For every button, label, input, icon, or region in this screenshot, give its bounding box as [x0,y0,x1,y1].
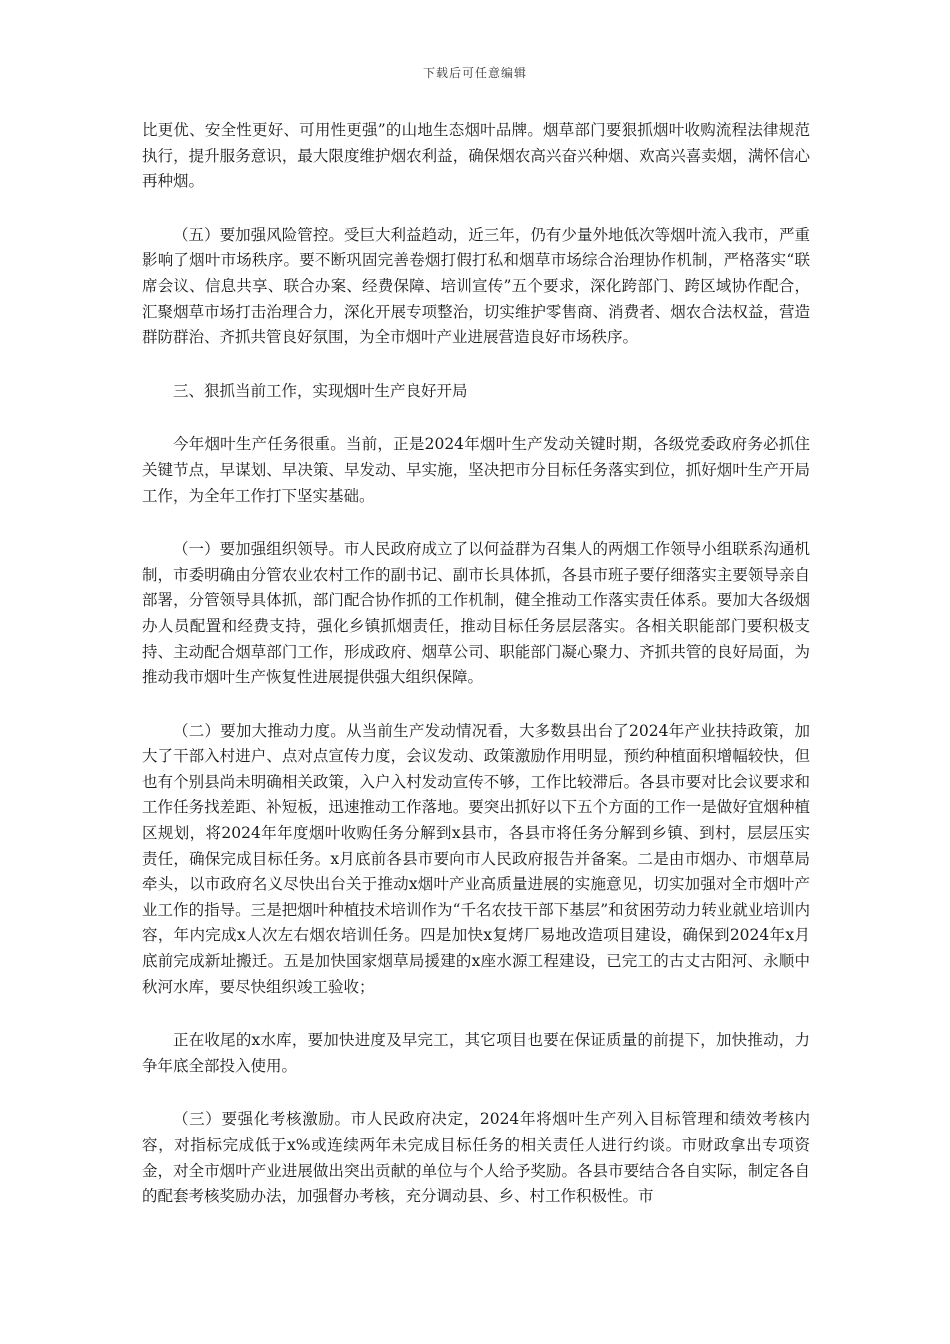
paragraph-continued-brand: 比更优、安全性更好、可用性更强”的山地生态烟叶品牌。烟草部门要狠抓烟叶收购流程法律规范执行，提升服务意识，最大限度维护烟农利益，确保烟农高兴奋兴种烟、欢高兴喜卖烟，满怀信心再种烟。 [142,121,810,191]
section-heading-current-work: 三、狠抓当前工作，实现烟叶生产良好开局 [173,381,468,400]
paragraph-reservoir-completion: 正在收尾的x水库，要加快进度及早完工，其它项目也要在保证质量的前提下，加快推动，力争年底全部投入使用。 [142,1031,810,1075]
paragraph-organization-leadership: （一）要加强组织领导。市人民政府成立了以何益群为召集人的两烟工作领导小组联系沟通机制，市委明确由分管农业农村工作的副书记、副市长具体抓，各县市班子要仔细落实主要领导亲自部署，分管领导具体抓，部门配合协作抓的工作机制，健全推动工作落实责任体系。要加大各级烟办人员配置和经费支持，强化乡镇抓烟责任，推动目标任务层层落实。各相关职能部门要积极支持、主动配合烟草部门工作，形成政府、烟草公司、职能部门凝心聚力、齐抓共管的良好局面，为推动我市烟叶生产恢复性进展提供强大组织保障。 [142,540,810,687]
page-header-note: 下载后可任意编辑 [422,66,527,80]
paragraph-production-task: 今年烟叶生产任务很重。当前，正是2024年烟叶生产发动关键时期，各级党委政府务必抓住关键节点，早谋划、早决策、早发动、早实施，坚决把市分目标任务落实到位，抓好烟叶生产开局工作，为全年工作打下坚实基础。 [142,435,810,505]
document-body [142,118,810,1238]
paragraph-promotion-efforts: （二）要加大推动力度。从当前生产发动情况看，大多数县出台了2024年产业扶持政策，加大了干部入村进户、点对点宣传力度，会议发动、政策激励作用明显，预约种植面积增幅较快，但也有个别县尚未明确相关政策，入户入村发动宣传不够，工作比较滞后。各县市要对比会议要求和工作任务找差距、补短板，迅速推动工作落地。要突出抓好以下五个方面的工作一是做好宜烟种植区规划，将2024年年度烟叶收购任务分解到x县市，各县市将任务分解到乡镇、到村，层层压实责任，确保完成目标任务。x月底前各县市要向市人民政府报告并备案。二是由市烟办、市烟草局牵头，以市政府名义尽快出台关于推动x烟叶产业高质量进展的实施意见，切实加强对全市烟叶产业工作的指导。三是把烟叶种植技术培训作为“千名农技干部下基层”和贫困劳动力转业就业培训内容，年内完成x人次左右烟农培训任务。四是加快x复烤厂易地改造项目建设，确保到2024年x月底前完成新址搬迁。五是加快国家烟草局援建的x座水源工程建设，已完工的古丈古阳河、永顺中秋河水库，要尽快组织竣工验收； [142,721,810,996]
paragraph-assessment-incentives: （三）要强化考核激励。市人民政府决定，2024年将烟叶生产列入目标管理和绩效考核内容，对指标完成低于x%或连续两年未完成目标任务的相关责任人进行约谈。市财政拿出专项资金，对全市烟叶产业进展做出突出贡献的单位与个人给予奖励。各县市要结合各自实际，制定各自的配套考核奖励办法，加强督办考核，充分调动县、乡、村工作积极性。市 [142,1110,810,1206]
paragraph-risk-control: （五）要加强风险管控。受巨大利益趋动，近三年，仍有少量外地低次等烟叶流入我市，严重影响了烟叶市场秩序。要不断巩固完善卷烟打假打私和烟草市场综合治理协作机制，严格落实“联席会议、信息共享、联合办案、经费保障、培训宣传”五个要求，深化跨部门、跨区域协作配合，汇聚烟草市场打击治理合力，深化开展专项整治，切实维护零售商、消费者、烟农合法权益，营造群防群治、齐抓共管良好氛围，为全市烟叶产业进展营造良好市场秩序。 [142,225,810,347]
